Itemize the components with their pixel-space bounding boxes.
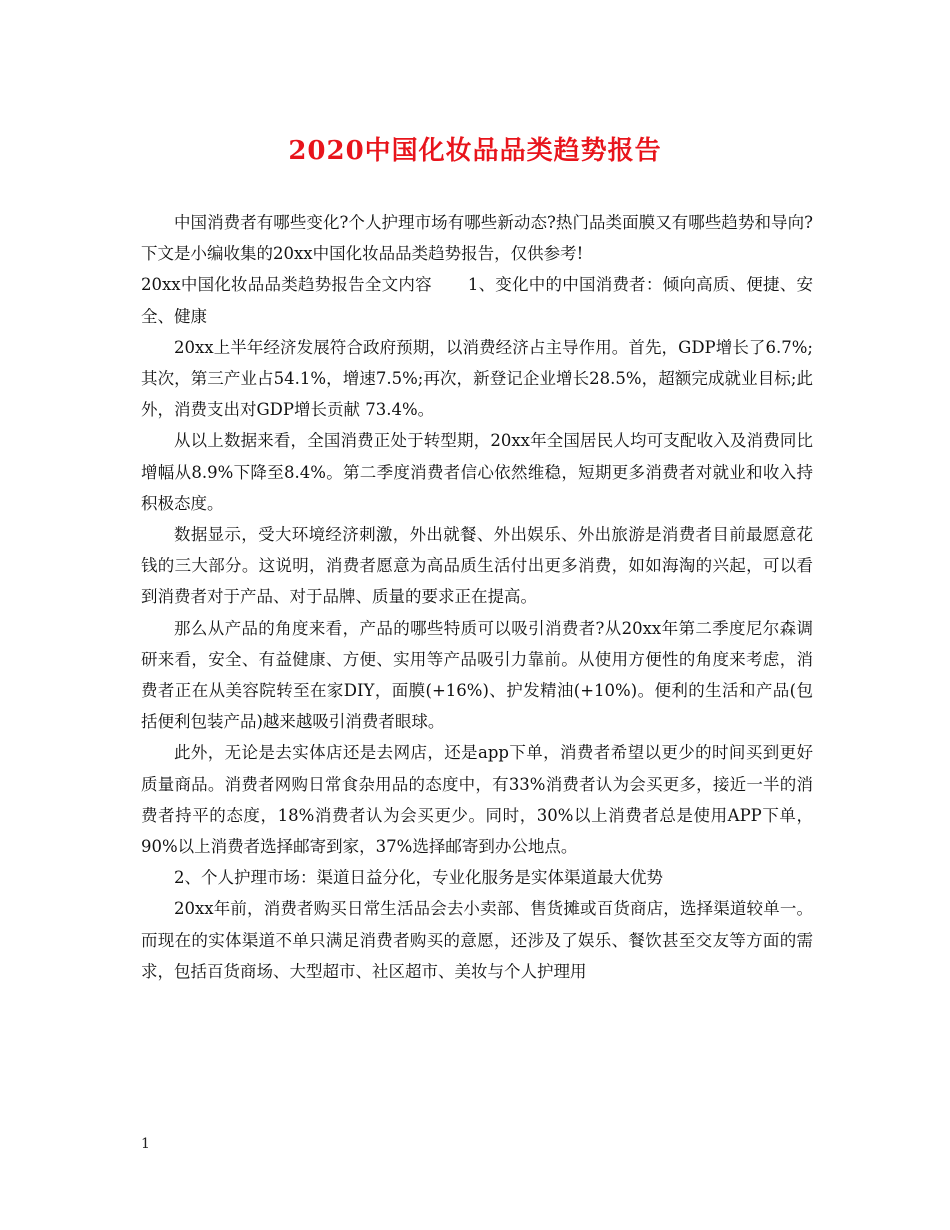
paragraph-channels: 20xx年前，消费者购买日常生活品会去小卖部、售货摊或百货商店，选择渠道较单一。而现在的实体渠道不单只满足消费者购买的意愿，还涉及了娱乐、餐饮甚至交友等方面的需求，包括百货商场、大型超市、社区超市、美妆与个人护理用 xyxy=(141,899,813,981)
paragraph-gdp: 20xx上半年经济发展符合政府预期，以消费经济占主导作用。首先，GDP增长了6.7%;其次，第三产业占54.1%，增速7.5%;再次，新登记企业增长28.5%，超额完成就业目标;此外，消费支出对GDP增长贡献 73.4%。 xyxy=(141,337,813,420)
paragraph-spending-priorities: 数据显示，受大环境经济刺激，外出就餐、外出娱乐、外出旅游是消费者目前最愿意花钱的三大部分。这说明，消费者愿意为高品质生活付出更多消费，如如海淘的兴起，可以看到消费者对于产品、对于品牌、质量的要求正在提高。 xyxy=(141,525,813,607)
paragraph-shopping-habits: 此外，无论是去实体店还是去网店，还是app下单，消费者希望以更少的时间买到更好质量商品。消费者网购日常食杂用品的态度中，有33%消费者认为会买更多，接近一半的消费者持平的态度，18%消费者认为会买更少。同时，30%以上消费者总是使用APP下单，90%以上消费者选择邮寄到家，37%选择邮寄到办公地点。 xyxy=(141,743,813,857)
page-number: 1 xyxy=(141,1136,150,1152)
intro-paragraph: 中国消费者有哪些变化?个人护理市场有哪些新动态?热门品类面膜又有哪些趋势和导向?下文是小编收集的20xx中国化妆品品类趋势报告，仅供参考! xyxy=(141,213,813,264)
paragraph-consumption-transition: 从以上数据来看，全国消费正处于转型期，20xx年全国居民人均可支配收入及消费同比增幅从8.9%下降至8.4%。第二季度消费者信心依然维稳，短期更多消费者对就业和收入持积极态度。 xyxy=(141,431,813,513)
paragraph-product-attributes: 那么从产品的角度来看，产品的哪些特质可以吸引消费者?从20xx年第二季度尼尔森调研来看，安全、有益健康、方便、实用等产品吸引力靠前。从使用方便性的角度来考虑，消费者正在从美容院转至在家DIY，面膜(+16%)、护发精油(+10%)。便利的生活和产品(包括便利包装产品)越来越吸引消费者眼球。 xyxy=(141,618,813,732)
document-body xyxy=(141,207,813,987)
toc-line xyxy=(141,269,813,331)
section-2-heading: 2、个人护理市场：渠道日益分化，专业化服务是实体渠道最大优势 xyxy=(174,868,663,888)
section-1-heading: 1、变化中的中国消费者：倾向高质、便捷、安全、健康 xyxy=(141,275,814,326)
toc-title: 20xx中国化妆品品类趋势报告全文内容 xyxy=(141,275,432,295)
document-title: 2020中国化妆品品类趋势报告 xyxy=(288,136,662,166)
